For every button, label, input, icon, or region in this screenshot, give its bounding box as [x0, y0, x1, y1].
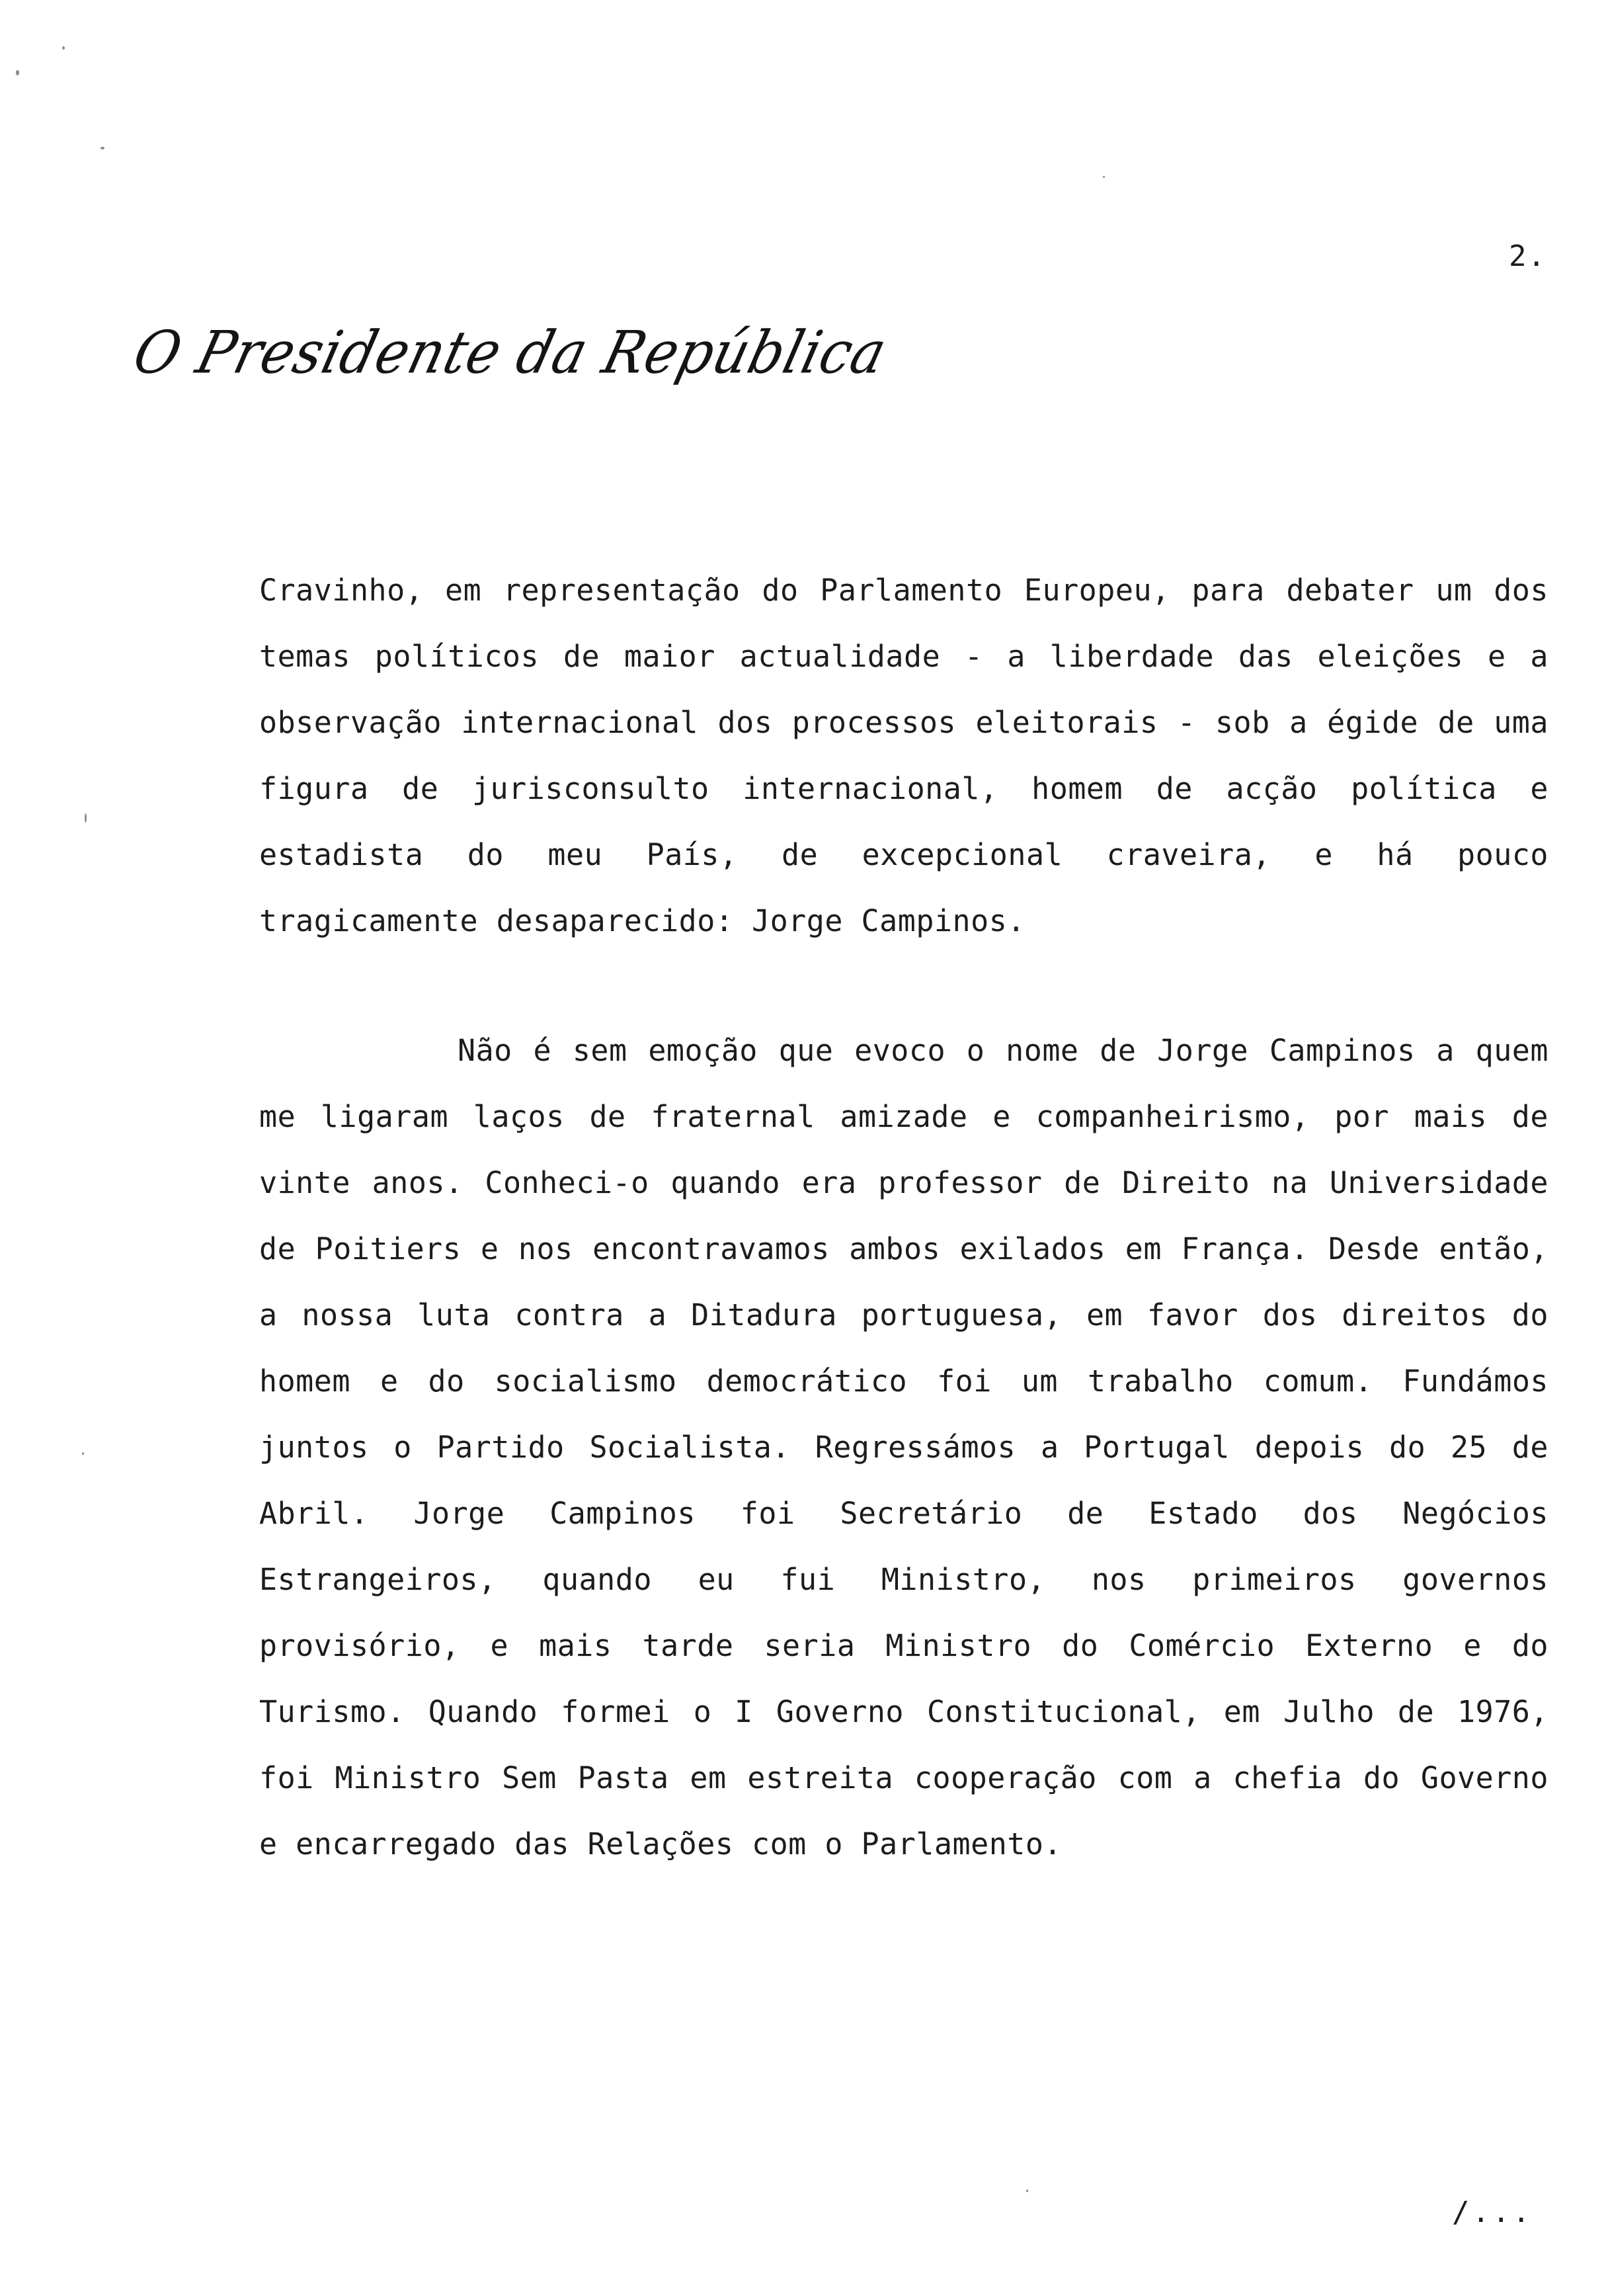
paragraph-1: Cravinho, em representação do Parlamento Europeu, para debater um dos temas políticos de maior actualidade - a liberdade das eleições e a observação internacional dos processos eleitorais - sob a égide de uma figura de jurisconsulto internacional, homem de acção política e estadista do meu País, de excepcional craveira, e há pouco tragicamente desaparecido: Jorge Campinos.: [259, 573, 1548, 938]
paragraph-2: Não é sem emoção que evoco o nome de Jorge Campinos a quem me ligaram laços de fraternal amizade e companheirismo, por mais de vinte anos. Conheci-o quando era professor de Direito na Universidade de Poitiers e nos encontravamos ambos exilados em França. Desde então, a nossa luta contra a Ditadura portuguesa, em favor dos direitos do homem e do socialismo democrático foi um trabalho comum. Fundámos juntos o Partido Socialista. Regressámos a Portugal depois do 25 de Abril. Jorge Campinos foi Secretário de Estado dos Negócios Estrangeiros, quando eu fui Ministro, nos primeiros governos provisório, e mais tarde seria Ministro do Comércio Externo e do Turismo. Quando formei o I Governo Constitucional, em Julho de 1976, foi Ministro Sem Pasta em estreita cooperação com a chefia do Governo e encarregado das Relações com o Parlamento.: [259, 1033, 1548, 1862]
scan-speck: [16, 70, 19, 75]
scan-speck: [1103, 176, 1105, 178]
scan-speck: [62, 46, 65, 50]
scan-speck: [100, 147, 104, 149]
scan-speck: [1026, 2190, 1028, 2192]
continuation-marker: /...: [1452, 2195, 1533, 2229]
page-number: 2.: [1509, 239, 1547, 273]
scan-speck: [85, 813, 87, 823]
scan-speck: [82, 1452, 84, 1455]
letterhead-title: O Presidente da República: [127, 319, 894, 387]
